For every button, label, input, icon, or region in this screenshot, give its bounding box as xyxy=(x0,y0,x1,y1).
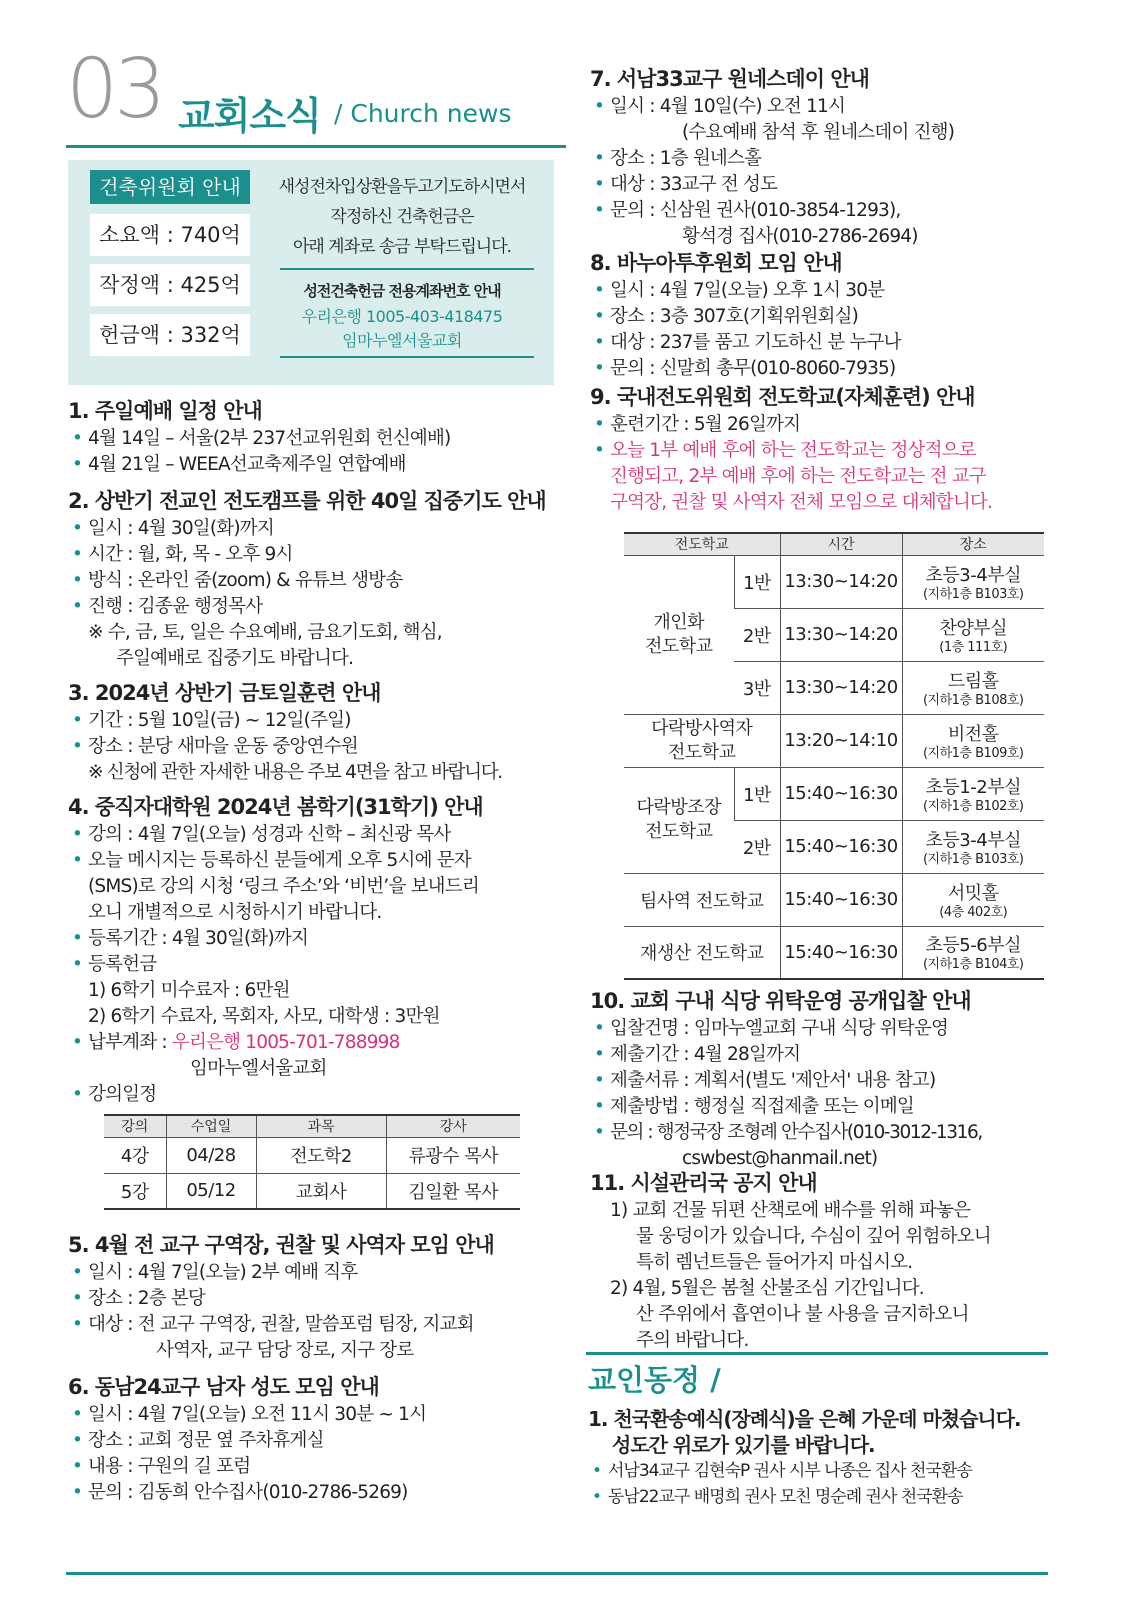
place-name: 찬양부실 xyxy=(939,617,1008,639)
list-item: • 방식 : 온라인 줌(zoom) & 유튜브 생방송 xyxy=(68,568,568,594)
section-5 xyxy=(68,1230,568,1364)
list-item: • 강의 : 4월 7일(오늘) 성경과 신학 – 최신광 목사 xyxy=(68,822,568,848)
table-row xyxy=(104,1137,520,1173)
section-title: 9. 국내전도위원회 전도학교(자체훈련) 안내 xyxy=(590,385,975,409)
notice-line: 주의 바랍니다. xyxy=(636,1330,749,1351)
notice-line: 특히 렘넌트들은 들어가지 마십시오. xyxy=(636,1252,913,1273)
list-item: • 문의 : 신삼원 권사(010-3854-1293), xyxy=(590,198,1060,224)
place-room: (지하1층 B103호) xyxy=(922,851,1024,867)
list-item: • 문의 : 김동희 안수집사(010-2786-5269) xyxy=(68,1480,568,1506)
evangelism-school-table xyxy=(624,532,1044,980)
section-title: 5. 4월 전 교구 구역장, 권찰 및 사역자 모임 안내 xyxy=(68,1233,494,1257)
notice-line: 산 주위에서 흡연이나 불 사용을 금지하오니 xyxy=(636,1304,969,1325)
list-item: • 시간 : 월, 화, 목 - 오후 9시 xyxy=(68,542,568,568)
list-item: • 일시 : 4월 7일(오늘) 오후 1시 30분 xyxy=(590,278,1060,304)
section-title: 1. 주일예배 일정 안내 xyxy=(68,399,262,423)
notice-line: 1) 교회 건물 뒤편 산책로에 배수를 위해 파놓은 xyxy=(610,1200,971,1221)
highlight-notice: • 오늘 1부 예배 후에 하는 전도학교는 정상적으로 xyxy=(590,438,1060,464)
pledged-amount: 작정액 : 425억 xyxy=(90,264,250,306)
class-cell: 1반 xyxy=(734,767,780,820)
building-note-line: 새성전차입상환을두고기도하시면서 xyxy=(278,177,526,197)
note: 주일예배로 집중기도 바랍니다. xyxy=(116,648,354,669)
fee-line: 2) 6학기 수료자, 목회자, 사모, 대학생 : 3만원 xyxy=(88,1006,440,1027)
place-cell xyxy=(902,714,1044,767)
building-committee-box xyxy=(68,160,554,385)
time-cell: 13:20~14:10 xyxy=(780,714,902,767)
section-10 xyxy=(590,986,1060,1172)
place-room: (지하1층 B104호) xyxy=(922,957,1024,973)
section-3 xyxy=(68,678,568,786)
class-cell: 1반 xyxy=(734,555,780,608)
list-item: • 대상 : 전 교구 구역장, 권찰, 말씀포럼 팀장, 지교회 xyxy=(68,1312,568,1338)
account-number: 우리은행 1005-403-418475 xyxy=(301,307,503,326)
building-tag: 건축위원회 안내 xyxy=(90,170,250,204)
place-room: (지하1층 B108호) xyxy=(922,692,1024,708)
section-title: 6. 동남24교구 남자 성도 모임 안내 xyxy=(68,1375,379,1399)
page-title: 교회소식 xyxy=(178,94,321,138)
table-cell: 교회사 xyxy=(256,1173,386,1209)
list-item: • 4월 14일 – 서울(2부 237선교위원회 헌신예배) xyxy=(68,426,568,452)
group-cell: 개인화 전도학교 xyxy=(624,555,734,714)
table-row xyxy=(624,926,1044,979)
class-cell: 3반 xyxy=(734,661,780,714)
list-item: • 강의일정 xyxy=(68,1082,568,1108)
table-header: 과목 xyxy=(256,1115,386,1137)
table-row xyxy=(624,714,1044,767)
place-cell xyxy=(902,926,1044,979)
list-item: • 제출기간 : 4월 28일까지 xyxy=(590,1042,1060,1068)
pay-label: 납부계좌 : xyxy=(88,1032,172,1053)
list-item: • 문의 : 행정국장 조형례 안수집사(010-3012-1316, xyxy=(590,1120,1060,1146)
section-title: 2. 상반기 전교인 전도캠프를 위한 40일 집중기도 안내 xyxy=(68,489,546,513)
list-item: • 오늘 메시지는 등록하신 분들에게 오후 5시에 문자 xyxy=(68,848,568,874)
place-cell xyxy=(902,820,1044,873)
table-row xyxy=(624,873,1044,926)
group-cell: 재생산 전도학교 xyxy=(624,926,780,979)
note: ※ 신청에 관한 자세한 내용은 주보 4면을 참고 바랍니다. xyxy=(88,762,502,783)
section-title: 10. 교회 구내 식당 위탁운영 공개입찰 안내 xyxy=(590,989,971,1013)
pay-holder: 임마누엘서울교회 xyxy=(190,1058,327,1079)
class-cell: 2반 xyxy=(734,608,780,661)
time-cell: 13:30~14:20 xyxy=(780,555,902,608)
list-item: • 서남34교구 김현숙P 권사 시부 나종은 집사 천국환송 xyxy=(588,1458,1058,1484)
list-item: • 장소 : 분당 새마을 운동 중앙연수원 xyxy=(68,734,568,760)
section-11 xyxy=(590,1168,1060,1354)
time-cell: 15:40~16:30 xyxy=(780,820,902,873)
list-item: • 일시 : 4월 7일(오늘) 오전 11시 30분 ~ 1시 xyxy=(68,1402,568,1428)
place-cell xyxy=(902,873,1044,926)
list-item: • 입찰건명 : 임마누엘교회 구내 식당 위탁운영 xyxy=(590,1016,1060,1042)
section-6 xyxy=(68,1372,568,1506)
table-header: 시간 xyxy=(780,533,902,555)
table-header: 전도학교 xyxy=(624,533,780,555)
lecture-schedule-table xyxy=(104,1114,520,1210)
list-item: • 일시 : 4월 10일(수) 오전 11시 xyxy=(590,94,1060,120)
table-header: 장소 xyxy=(902,533,1044,555)
table-row xyxy=(104,1173,520,1209)
list-item: • 4월 21일 – WEEA선교축제주일 연합예배 xyxy=(68,452,568,478)
list-item-cont: cswbest@hanmail.net) xyxy=(682,1148,878,1169)
note: ※ 수, 금, 토, 일은 수요예배, 금요기도회, 핵심, xyxy=(88,622,442,643)
section-title: 3. 2024년 상반기 금토일훈련 안내 xyxy=(68,681,381,705)
list-item: • 등록헌금 xyxy=(68,952,568,978)
table-cell: 김일환 목사 xyxy=(386,1173,520,1209)
list-item: • 장소 : 2층 본당 xyxy=(68,1286,568,1312)
table-cell: 4강 xyxy=(104,1137,166,1173)
place-cell xyxy=(902,555,1044,608)
list-item: • 일시 : 4월 30일(화)까지 xyxy=(68,516,568,542)
section-8 xyxy=(590,248,1060,382)
section-4 xyxy=(68,792,568,1210)
list-item-cont: (SMS)로 강의 시청 ‘링크 주소’와 ‘비번’을 보내드리 xyxy=(88,876,479,897)
place-name: 초등1-2부실 xyxy=(925,776,1021,798)
place-room: (지하1층 B102호) xyxy=(922,798,1024,814)
list-item: • 훈련기간 : 5월 26일까지 xyxy=(590,412,1060,438)
table-header: 강사 xyxy=(386,1115,520,1137)
table-cell: 05/12 xyxy=(166,1173,256,1209)
place-name: 초등5-6부실 xyxy=(925,935,1021,957)
list-item-cont: 황석경 집사(010-2786-2694) xyxy=(682,226,918,247)
list-item: • 문의 : 신말희 총무(010-8060-7935) xyxy=(590,356,1060,382)
highlight-notice-cont: 진행되고, 2부 예배 후에 하는 전도학교는 전 교구 xyxy=(610,466,986,487)
section-9 xyxy=(590,382,1060,980)
place-room: (1층 111호) xyxy=(939,639,1008,655)
footer-divider xyxy=(66,1572,1048,1575)
place-room: (4층 402호) xyxy=(939,904,1008,920)
section-title: 7. 서남33교구 원네스데이 안내 xyxy=(590,67,869,91)
section-7 xyxy=(590,64,1060,250)
table-cell: 04/28 xyxy=(166,1137,256,1173)
table-header: 강의 xyxy=(104,1115,166,1137)
table-cell: 류광수 목사 xyxy=(386,1137,520,1173)
table-row xyxy=(624,767,1044,820)
header-divider xyxy=(66,145,566,148)
place-cell xyxy=(902,767,1044,820)
list-item-cont: (수요예배 참석 후 원네스데이 진행) xyxy=(682,122,955,143)
list-item: • 제출방법 : 행정실 직접제출 또는 이메일 xyxy=(590,1094,1060,1120)
section-title: 11. 시설관리국 공지 안내 xyxy=(590,1171,817,1195)
time-cell: 15:40~16:30 xyxy=(780,767,902,820)
notice-line: 2) 4월, 5월은 봄철 산불조심 기간입니다. xyxy=(610,1278,924,1299)
list-item: • 기간 : 5월 10일(금) ~ 12일(주일) xyxy=(68,708,568,734)
list-item: • 장소 : 3층 307호(기획위원회실) xyxy=(590,304,1060,330)
list-item: • 제출서류 : 계획서(별도 '제안서' 내용 참고) xyxy=(590,1068,1060,1094)
place-name: 초등3-4부실 xyxy=(925,829,1021,851)
news-heading: 1. 천국환송예식(장례식)을 은혜 가운데 마쳤습니다. xyxy=(588,1407,1021,1431)
page-header xyxy=(66,42,566,147)
place-cell xyxy=(902,608,1044,661)
place-name: 서밋홀 xyxy=(947,882,999,904)
member-news xyxy=(588,1360,1058,1510)
list-item: • 동남22교구 배명희 권사 모친 명순례 권사 천국환송 xyxy=(588,1484,1058,1510)
place-cell xyxy=(902,661,1044,714)
table-row xyxy=(624,555,1044,608)
list-item-cont: 사역자, 교구 담당 장로, 지구 장로 xyxy=(156,1340,414,1361)
notice-line: 물 웅덩이가 있습니다, 수심이 깊어 위험하오니 xyxy=(636,1226,991,1247)
news-title: 교인동정 / xyxy=(588,1363,721,1397)
building-note-line: 아래 계좌로 송금 부탁드립니다. xyxy=(292,237,512,257)
list-item: • 대상 : 33교구 전 성도 xyxy=(590,172,1060,198)
section-1 xyxy=(68,396,568,478)
place-name: 비전홀 xyxy=(947,723,999,745)
page-number: 03 xyxy=(66,42,163,137)
list-item: • 일시 : 4월 7일(오늘) 2부 예배 직후 xyxy=(68,1260,568,1286)
section-2 xyxy=(68,486,568,672)
group-cell: 팀사역 전도학교 xyxy=(624,873,780,926)
time-cell: 15:40~16:30 xyxy=(780,926,902,979)
list-item: • 대상 : 237를 품고 기도하신 분 누구나 xyxy=(590,330,1060,356)
building-divider xyxy=(280,268,534,270)
list-item: • 장소 : 교회 정문 옆 주차휴게실 xyxy=(68,1428,568,1454)
time-cell: 15:40~16:30 xyxy=(780,873,902,926)
donated-amount: 헌금액 : 332억 xyxy=(90,314,250,356)
time-cell: 13:30~14:20 xyxy=(780,661,902,714)
place-name: 초등3-4부실 xyxy=(925,564,1021,586)
place-room: (지하1층 B109호) xyxy=(922,745,1024,761)
table-cell: 5강 xyxy=(104,1173,166,1209)
page-subtitle: / Church news xyxy=(334,99,512,128)
place-room: (지하1층 B103호) xyxy=(922,586,1024,602)
required-amount: 소요액 : 740억 xyxy=(90,214,250,256)
place-name: 드림홀 xyxy=(947,670,999,692)
building-divider xyxy=(280,356,534,358)
list-item: • 내용 : 구원의 길 포럼 xyxy=(68,1454,568,1480)
news-divider xyxy=(586,1352,1048,1355)
building-note xyxy=(268,172,536,262)
highlight-notice-cont: 구역장, 권찰 및 사역자 전체 모임으로 대체합니다. xyxy=(610,492,993,513)
list-item: • 진행 : 김종윤 행정목사 xyxy=(68,594,568,620)
group-cell: 다락방조장 전도학교 xyxy=(624,767,734,873)
time-cell: 13:30~14:20 xyxy=(780,608,902,661)
account-title: 성전건축헌금 전용계좌번호 안내 xyxy=(303,282,501,300)
group-cell: 다락방사역자 전도학교 xyxy=(624,714,780,767)
section-title: 4. 중직자대학원 2024년 봄학기(31학기) 안내 xyxy=(68,795,483,819)
class-cell: 2반 xyxy=(734,820,780,873)
section-title: 8. 바누아투후원회 모임 안내 xyxy=(590,251,842,275)
list-item-cont: 오니 개별적으로 시청하시기 바랍니다. xyxy=(88,902,382,923)
list-item: • 등록기간 : 4월 30일(화)까지 xyxy=(68,926,568,952)
account-holder: 임마누엘서울교회 xyxy=(342,331,462,350)
news-heading: 성도간 위로가 있기를 바랍니다. xyxy=(612,1433,875,1457)
fee-line: 1) 6학기 미수료자 : 6만원 xyxy=(88,980,290,1001)
pay-account: 우리은행 1005-701-788998 xyxy=(171,1032,400,1053)
table-cell: 전도학2 xyxy=(256,1137,386,1173)
building-note-line: 작정하신 건축헌금은 xyxy=(330,207,474,227)
list-item: • 장소 : 1층 원네스홀 xyxy=(590,146,1060,172)
list-item xyxy=(68,1030,568,1056)
table-header: 수업일 xyxy=(166,1115,256,1137)
